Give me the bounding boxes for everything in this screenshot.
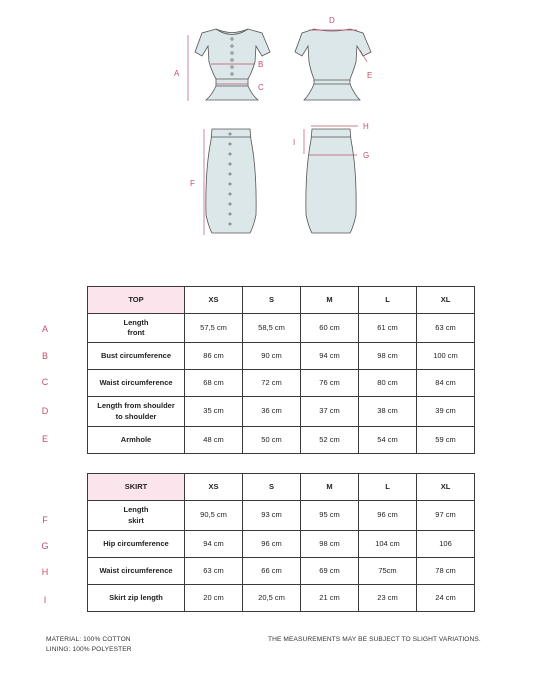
table-cell: 96 cm [243, 531, 301, 558]
table-cell: 59 cm [417, 427, 475, 454]
table-cell: 35 cm [185, 397, 243, 427]
table-cell: 24 cm [417, 585, 475, 612]
skirt-back-drawing [306, 129, 356, 233]
table-cell: 52 cm [301, 427, 359, 454]
table-cell: 90 cm [243, 343, 301, 370]
table-cell: 75cm [359, 558, 417, 585]
row-label: Length from shoulder to shoulder [88, 397, 185, 427]
row-marker-c: C [41, 377, 49, 387]
marker-i: I [293, 138, 296, 147]
table-cell: 36 cm [243, 397, 301, 427]
row-marker-d: D [41, 406, 49, 416]
row-label: Waist circumference [88, 558, 185, 585]
table-cell: 54 cm [359, 427, 417, 454]
size-s-header: S [243, 287, 301, 314]
table-cell: 93 cm [243, 501, 301, 531]
table-cell: 23 cm [359, 585, 417, 612]
table-cell: 98 cm [301, 531, 359, 558]
table-header-row [88, 287, 475, 314]
table-cell: 48 cm [185, 427, 243, 454]
table-cell: 72 cm [243, 370, 301, 397]
size-xs-header: XS [185, 287, 243, 314]
size-m-header: M [301, 474, 359, 501]
marker-h: H [363, 122, 369, 131]
table-cell: 58,5 cm [243, 314, 301, 343]
table-cell: 96 cm [359, 501, 417, 531]
table-row [88, 501, 475, 531]
table-cell: 63 cm [185, 558, 243, 585]
table-cell: 84 cm [417, 370, 475, 397]
table-cell: 20 cm [185, 585, 243, 612]
table-cell: 69 cm [301, 558, 359, 585]
table-cell: 68 cm [185, 370, 243, 397]
row-marker-b: B [41, 351, 48, 361]
table-cell: 80 cm [359, 370, 417, 397]
size-xl-header: XL [417, 474, 475, 501]
top-back-drawing [295, 29, 371, 100]
table-row [88, 427, 475, 454]
table-cell: 78 cm [417, 558, 475, 585]
table-cell: 100 cm [417, 343, 475, 370]
row-label: Hip circumference [88, 531, 185, 558]
table-cell: 66 cm [243, 558, 301, 585]
top-size-table [87, 286, 475, 454]
table-cell: 38 cm [359, 397, 417, 427]
marker-e: E [367, 71, 373, 80]
lining-note: LINING: 100% POLYESTER [46, 646, 132, 653]
marker-g: G [363, 151, 370, 160]
table-header-row [88, 474, 475, 501]
table-row [88, 585, 475, 612]
row-label: Bust circumference [88, 343, 185, 370]
size-m-header: M [301, 287, 359, 314]
table-cell: 94 cm [301, 343, 359, 370]
row-label: Length skirt [88, 501, 185, 531]
table-cell: 106 [417, 531, 475, 558]
table-cell: 21 cm [301, 585, 359, 612]
table-cell: 57,5 cm [185, 314, 243, 343]
table-cell: 94 cm [185, 531, 243, 558]
table-cell: 37 cm [301, 397, 359, 427]
table-cell: 90,5 cm [185, 501, 243, 531]
top-header-cell: TOP [88, 287, 185, 314]
row-marker-a: A [41, 324, 48, 334]
table-cell: 50 cm [243, 427, 301, 454]
row-marker-g: G [41, 541, 49, 551]
table-cell: 76 cm [301, 370, 359, 397]
marker-c: C [258, 83, 264, 92]
row-label: Length front [88, 314, 185, 343]
table-cell: 95 cm [301, 501, 359, 531]
marker-a: A [174, 69, 180, 78]
size-s-header: S [243, 474, 301, 501]
table-cell: 97 cm [417, 501, 475, 531]
row-marker-i: I [43, 595, 47, 605]
table-row [88, 397, 475, 427]
table-row [88, 314, 475, 343]
row-label: Skirt zip length [88, 585, 185, 612]
row-label: Waist circumference [88, 370, 185, 397]
marker-b: B [258, 60, 264, 69]
table-cell: 60 cm [301, 314, 359, 343]
size-l-header: L [359, 474, 417, 501]
size-xs-header: XS [185, 474, 243, 501]
table-cell: 61 cm [359, 314, 417, 343]
material-note: MATERIAL: 100% COTTON [46, 636, 131, 643]
table-cell: 63 cm [417, 314, 475, 343]
table-row [88, 531, 475, 558]
row-marker-h: H [41, 567, 49, 577]
size-xl-header: XL [417, 287, 475, 314]
table-cell: 86 cm [185, 343, 243, 370]
skirt-header-cell: SKIRT [88, 474, 185, 501]
size-l-header: L [359, 287, 417, 314]
variation-disclaimer: THE MEASUREMENTS MAY BE SUBJECT TO SLIGHT VARIATIONS. [268, 636, 481, 643]
garment-diagrams [0, 0, 550, 260]
skirt-size-table [87, 473, 475, 612]
marker-f: F [190, 179, 195, 188]
table-cell: 20,5 cm [243, 585, 301, 612]
row-label: Armhole [88, 427, 185, 454]
marker-d: D [329, 16, 335, 25]
table-cell: 39 cm [417, 397, 475, 427]
table-row [88, 370, 475, 397]
row-marker-f: F [42, 515, 48, 525]
table-cell: 98 cm [359, 343, 417, 370]
table-cell: 104 cm [359, 531, 417, 558]
table-row [88, 343, 475, 370]
table-row [88, 558, 475, 585]
row-marker-e: E [41, 434, 48, 444]
